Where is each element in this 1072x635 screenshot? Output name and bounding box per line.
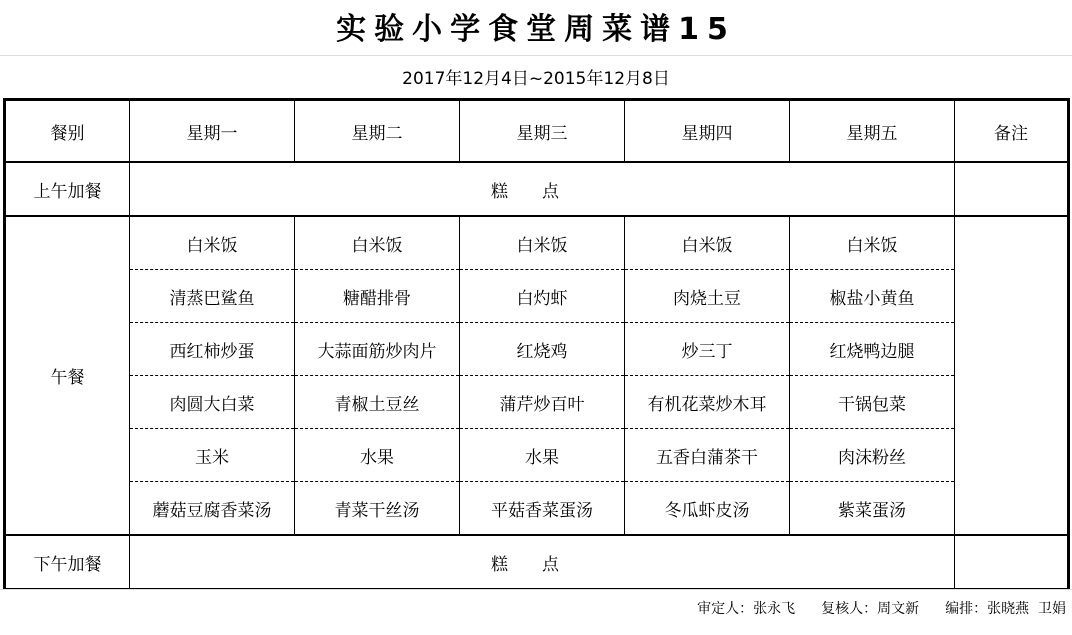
lunch-dish: 蒲芹炒百叶 bbox=[460, 376, 625, 429]
lunch-row bbox=[5, 429, 1069, 482]
lunch-dish: 白灼虾 bbox=[460, 270, 625, 323]
lunch-row bbox=[5, 216, 1069, 270]
lunch-dish: 肉圆大白菜 bbox=[130, 376, 295, 429]
lunch-dish: 干锅包菜 bbox=[790, 376, 955, 429]
afternoon-snack-notes bbox=[955, 535, 1069, 589]
lunch-row bbox=[5, 270, 1069, 323]
header-friday: 星期五 bbox=[790, 100, 955, 163]
lunch-dish: 五香白蒲茶干 bbox=[625, 429, 790, 482]
lunch-dish: 红烧鸭边腿 bbox=[790, 323, 955, 376]
lunch-dish: 肉沫粉丝 bbox=[790, 429, 955, 482]
afternoon-snack-content: 糕点 bbox=[130, 535, 955, 589]
lunch-dish: 白米饭 bbox=[130, 216, 295, 270]
header-thursday: 星期四 bbox=[625, 100, 790, 163]
lunch-dish: 冬瓜虾皮汤 bbox=[625, 482, 790, 536]
lunch-dish: 红烧鸡 bbox=[460, 323, 625, 376]
header-wednesday: 星期三 bbox=[460, 100, 625, 163]
afternoon-snack-row bbox=[5, 535, 1069, 589]
lunch-row bbox=[5, 376, 1069, 429]
morning-snack-content: 糕点 bbox=[130, 162, 955, 216]
lunch-dish: 青菜干丝汤 bbox=[295, 482, 460, 536]
page-title: 实验小学食堂周菜谱15 bbox=[336, 12, 736, 47]
divider bbox=[0, 55, 1072, 56]
lunch-dish: 白米饭 bbox=[625, 216, 790, 270]
lunch-dish: 肉烧土豆 bbox=[625, 270, 790, 323]
lunch-dish: 椒盐小黄鱼 bbox=[790, 270, 955, 323]
lunch-dish: 大蒜面筋炒肉片 bbox=[295, 323, 460, 376]
lunch-dish: 平菇香菜蛋汤 bbox=[460, 482, 625, 536]
lunch-row bbox=[5, 323, 1069, 376]
lunch-row bbox=[5, 482, 1069, 536]
afternoon-snack-label: 下午加餐 bbox=[5, 535, 130, 589]
morning-snack-label: 上午加餐 bbox=[5, 162, 130, 216]
lunch-label: 午餐 bbox=[5, 216, 130, 535]
editor: 编排：张晓燕 卫娟 bbox=[945, 601, 1066, 617]
header-meal-type: 餐别 bbox=[5, 100, 130, 163]
lunch-dish: 紫菜蛋汤 bbox=[790, 482, 955, 536]
lunch-dish: 水果 bbox=[295, 429, 460, 482]
morning-snack-row bbox=[5, 162, 1069, 216]
approver: 审定人：张永飞 bbox=[697, 601, 796, 617]
lunch-dish: 糖醋排骨 bbox=[295, 270, 460, 323]
footer bbox=[0, 596, 1066, 620]
lunch-dish: 白米饭 bbox=[295, 216, 460, 270]
lunch-dish: 西红柿炒蛋 bbox=[130, 323, 295, 376]
lunch-dish: 清蒸巴鲨鱼 bbox=[130, 270, 295, 323]
lunch-dish: 玉米 bbox=[130, 429, 295, 482]
lunch-dish: 蘑菇豆腐香菜汤 bbox=[130, 482, 295, 536]
header-tuesday: 星期二 bbox=[295, 100, 460, 163]
lunch-dish: 有机花菜炒木耳 bbox=[625, 376, 790, 429]
footer-divider bbox=[0, 589, 1072, 590]
lunch-dish: 白米饭 bbox=[790, 216, 955, 270]
lunch-dish: 青椒土豆丝 bbox=[295, 376, 460, 429]
header-monday: 星期一 bbox=[130, 100, 295, 163]
header-notes: 备注 bbox=[955, 100, 1069, 163]
menu-table bbox=[3, 98, 1070, 590]
morning-snack-notes bbox=[955, 162, 1069, 216]
lunch-dish: 白米饭 bbox=[460, 216, 625, 270]
lunch-dish: 炒三丁 bbox=[625, 323, 790, 376]
date-range: 2017年12月4日~2015年12月8日 bbox=[402, 68, 670, 89]
lunch-notes bbox=[955, 216, 1069, 535]
reviewer: 复核人：周文新 bbox=[821, 601, 920, 617]
lunch-dish: 水果 bbox=[460, 429, 625, 482]
header-row bbox=[5, 100, 1069, 163]
